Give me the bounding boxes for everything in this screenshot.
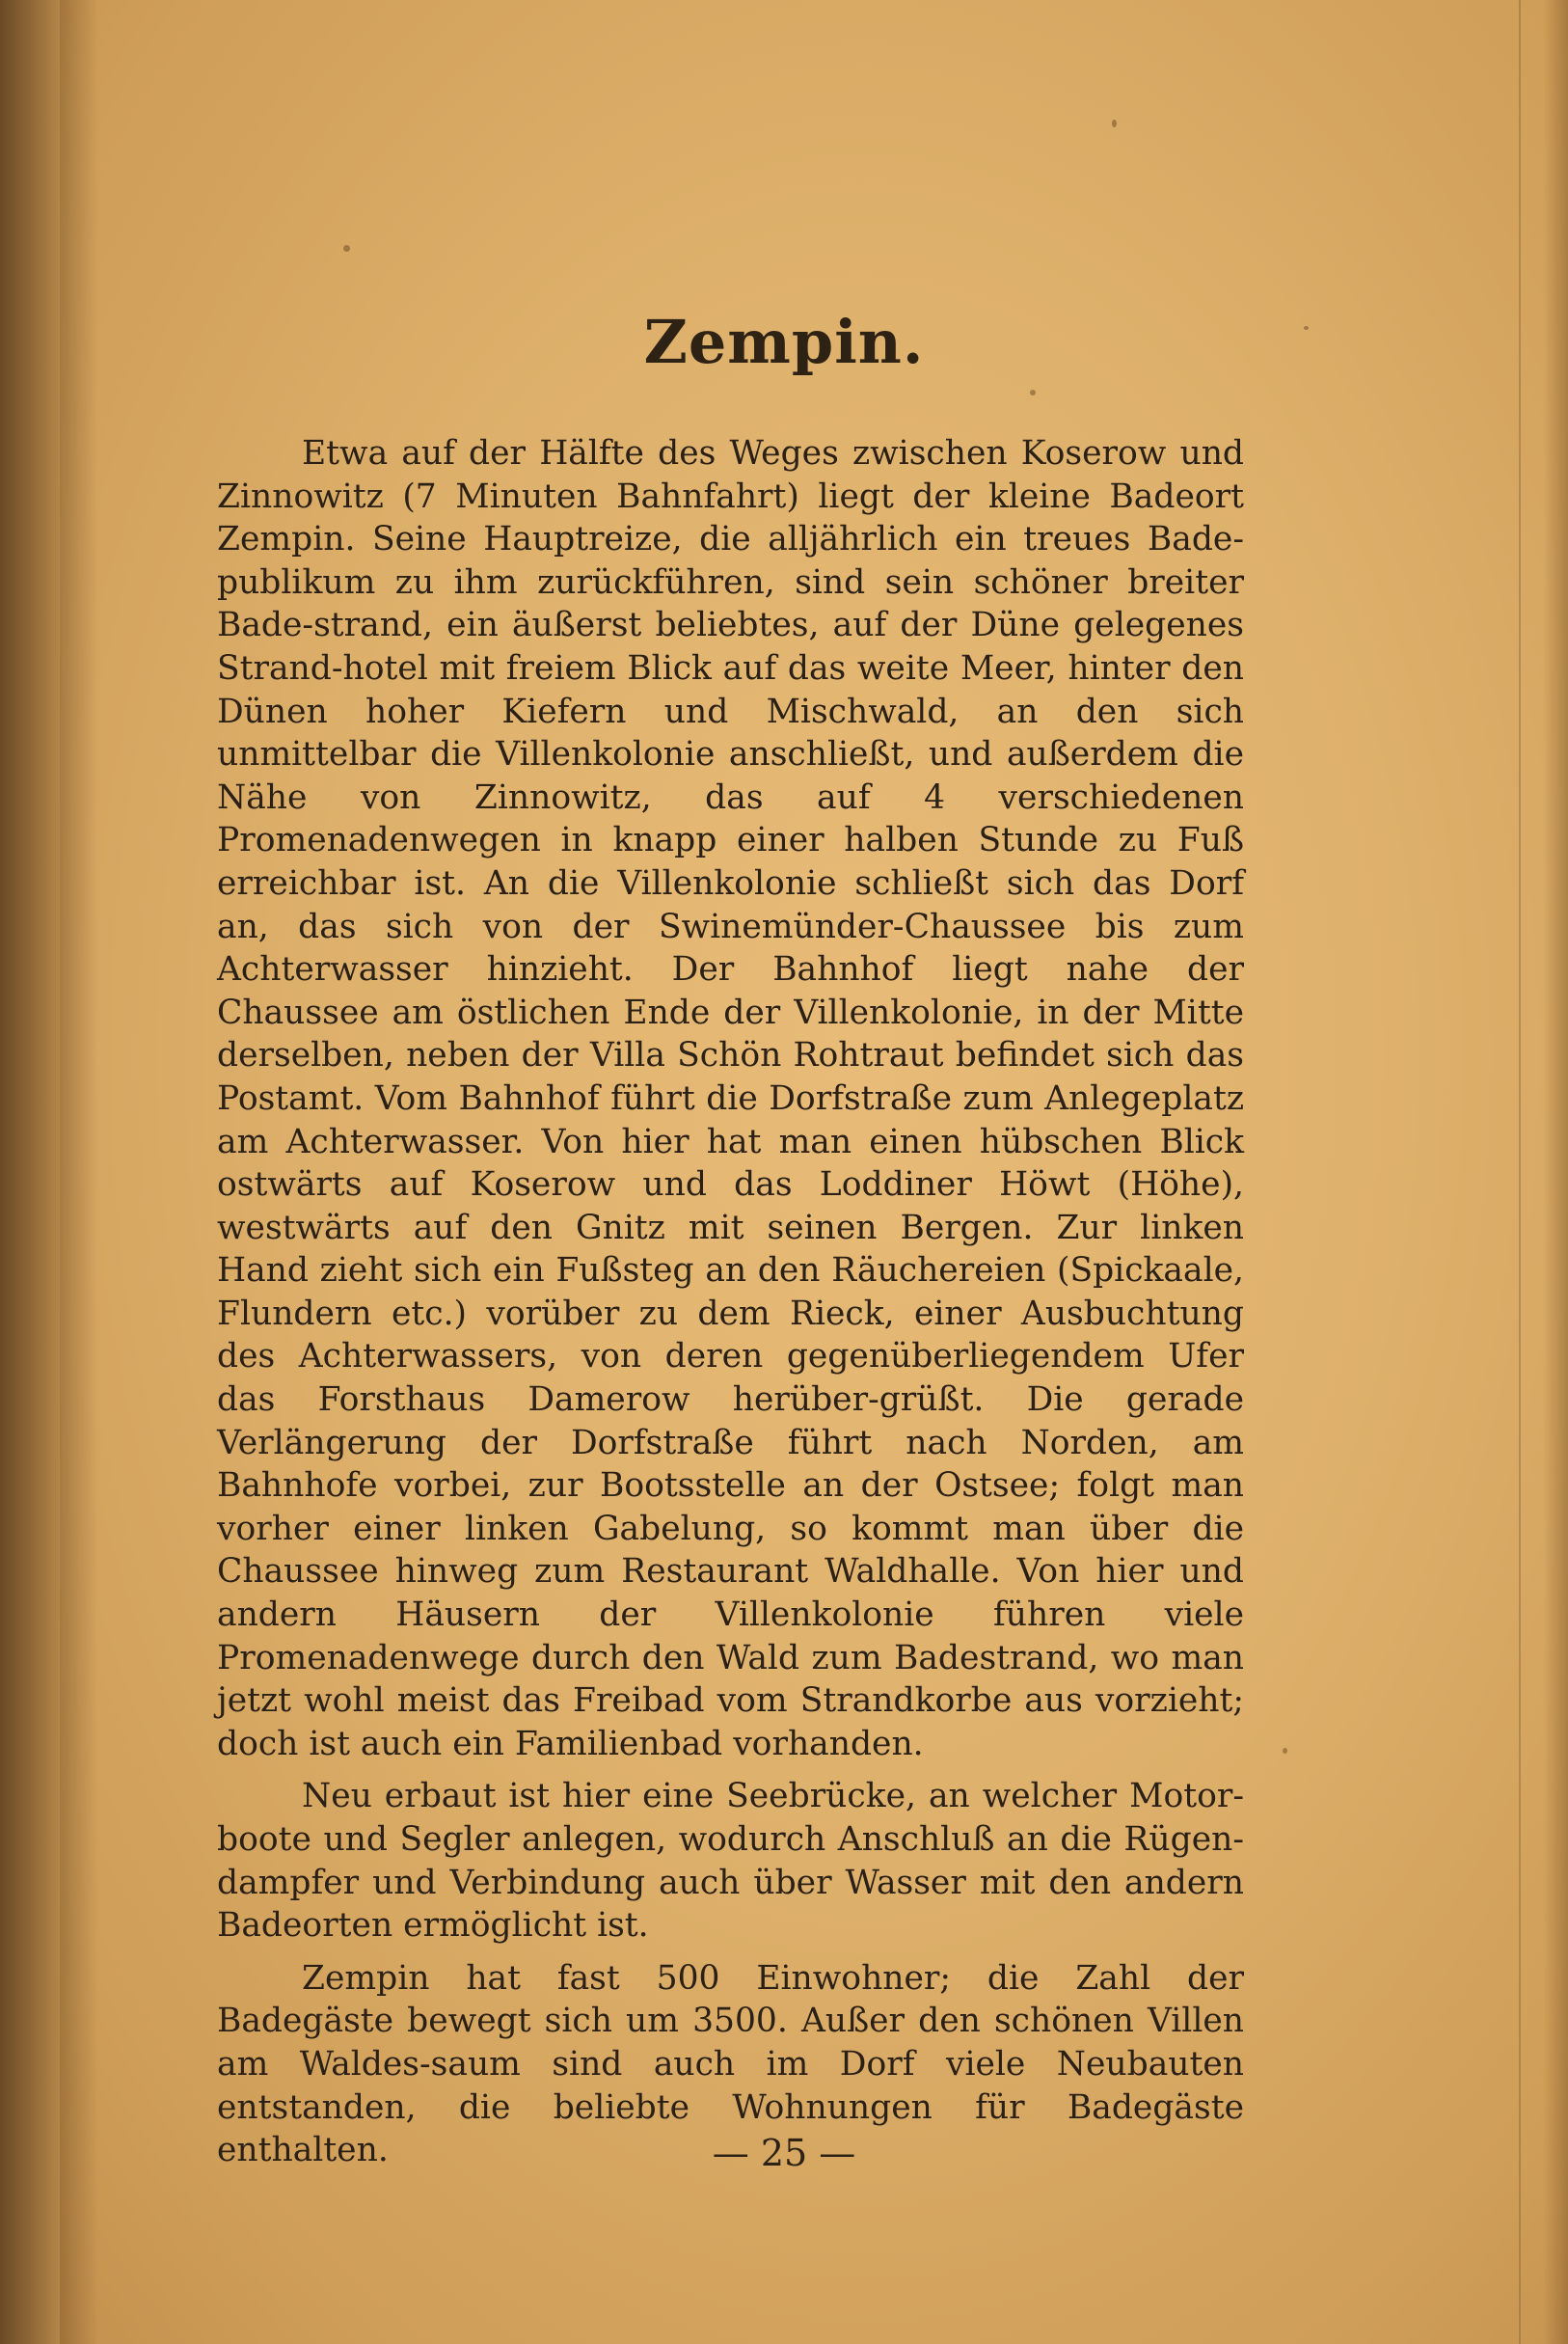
paper-fleck	[1030, 390, 1036, 395]
page-title: Zempin.	[643, 307, 925, 377]
paper-fleck	[1112, 120, 1117, 127]
paragraph: Etwa auf der Hälfte des Weges zwischen Koserow und Zinnowitz (7 Minuten Bahnfahrt) liegt der kleine Badeort Zempin. Seine Hauptreize, die alljährlich ein treues Bade-publikum zu ihm zurückführen, sind sein schöner breiter Bade-strand, ein äußerst beliebtes, auf der Düne gelegenes Strand-hotel mit freiem Blick auf das weite Meer, hinter den Dünen hoher Kiefern und Mischwald, an den sich unmittelbar die Villenkolonie anschließt, und außerdem die Nähe von Zinnowitz, das auf 4 verschiedenen Promenadenwegen in knapp einer halben Stunde zu Fuß erreichbar ist. An die Villenkolonie schließt sich das Dorf an, das sich von der Swinemünder-Chaussee bis zum Achterwasser hinzieht. Der Bahnhof liegt nahe der Chaussee am östlichen Ende der Villenkolonie, in der Mitte derselben, neben der Villa Schön Rohtraut befindet sich das Postamt. Vom Bahnhof führt die Dorfstraße zum Anlegeplatz am Achterwasser. Von hier hat man einen hübschen Blick ostwärts auf Koserow und das Loddiner Höwt (Höhe), westwärts auf den Gnitz mit seinen Bergen. Zur linken Hand zieht sich ein Fußsteg an den Räuchereien (Spickaale, Flundern etc.) vorüber zu dem Rieck, einer Ausbuchtung des Achterwassers, von deren gegenüberliegendem Ufer das Forsthaus Damerow herüber-grüßt. Die gerade Verlängerung der Dorfstraße führt nach Norden, am Bahnhofe vorbei, zur Bootsstelle an der Ostsee; folgt man vorher einer linken Gabelung, so kommt man über die Chaussee hinweg zum Restaurant Waldhalle. Von hier und andern Häusern der Villenkolonie führen viele Promenadenwege durch den Wald zum Badestrand, wo man jetzt wohl meist das Freibad vom Strandkorbe aus vorzieht; doch ist auch ein Familienbad vorhanden.	[217, 434, 1244, 1763]
paper-fleck	[343, 245, 350, 252]
paragraph: Neu erbaut ist hier eine Seebrücke, an welcher Motor-boote und Segler anlegen, wodurch Anschluß an die Rügen-dampfer und Verbindung auch über Wasser mit den andern Badeorten ermöglicht ist.	[217, 1777, 1244, 1946]
page-number: — 25 —	[712, 2132, 856, 2174]
paper-fleck	[1283, 1748, 1287, 1754]
body-text	[217, 432, 1244, 2182]
paragraph: Zempin hat fast 500 Einwohner; die Zahl der Badegäste bewegt sich um 3500. Außer den schönen Villen am Waldes-saum sind auch im Dorf viele Neubauten entstanden, die beliebte Wohnungen für Badegäste enthalten.	[217, 1958, 1244, 2170]
